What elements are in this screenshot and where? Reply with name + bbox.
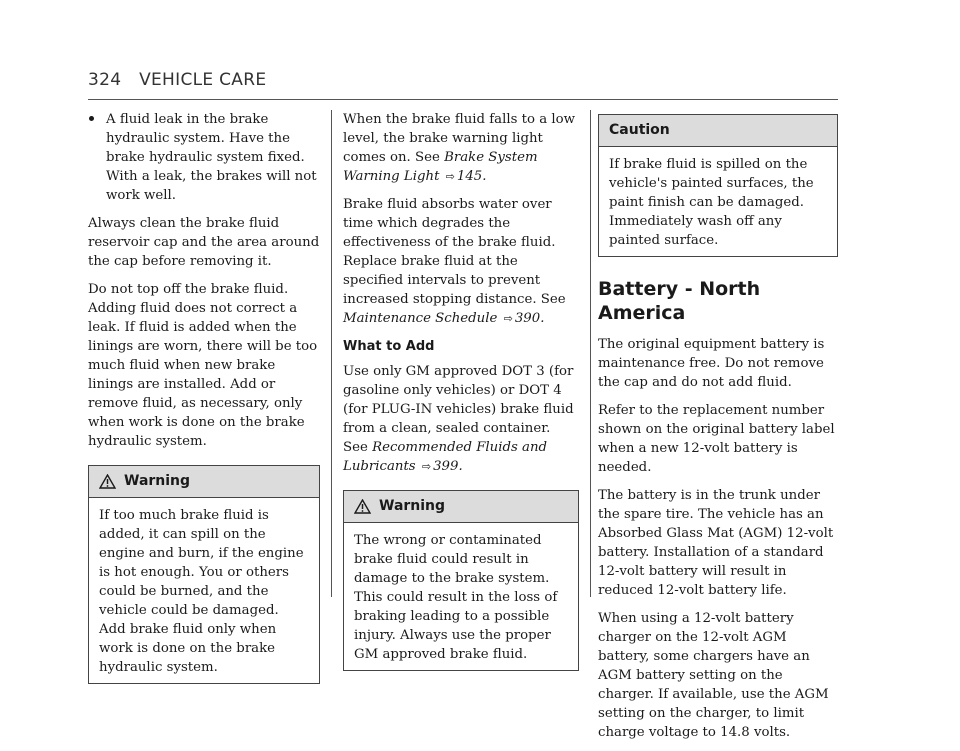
paragraph: The battery is in the trunk under the spare tire. The vehicle has an Absorbed Glass Mat (AGM) 12-volt battery. Installation of a standard 12-volt battery will result in reduced 12-volt battery life.	[598, 488, 834, 598]
warning-box	[88, 465, 320, 684]
paragraph: Always clean the brake fluid reservoir cap and the area around the cap before removing it.	[88, 216, 320, 269]
warning-triangle-icon	[354, 499, 371, 514]
page-header	[88, 70, 266, 90]
page-reference[interactable]: 145.	[456, 169, 487, 184]
paragraph: The original equipment battery is maintenance free. Do not remove the cap and do not add fluid.	[598, 337, 825, 390]
bullet-icon	[89, 116, 94, 121]
section-title: Battery - North America	[598, 278, 761, 324]
paragraph	[343, 362, 579, 476]
page-number: 324	[88, 70, 122, 90]
page-reference[interactable]: 390.	[514, 311, 545, 326]
warning-title: Warning	[124, 473, 191, 489]
paragraph-text: When the brake fluid falls to a low level, the brake warning light comes on. See	[343, 112, 576, 165]
section-name: VEHICLE CARE	[139, 70, 267, 90]
bullet-item	[88, 110, 320, 205]
paragraph: When using a 12-volt battery charger on the 12-volt AGM battery, some chargers have an AGM battery setting on the charger. If available, use the AGM setting on the charger, to limit charge voltage to 14.8 volts.	[598, 611, 829, 740]
paragraph	[343, 195, 579, 328]
cross-reference-link[interactable]: Maintenance Schedule	[343, 311, 498, 326]
warning-text: The wrong or contaminated brake fluid could result in damage to the brake system. This could result in the loss of braking leading to a possible injury. Always use the proper GM approved brake fluid.	[354, 533, 558, 662]
bullet-text: A fluid leak in the brake hydraulic system. Have the brake hydraulic system fixed. With a leak, the brakes will not work well.	[106, 112, 317, 203]
warning-box	[343, 490, 579, 671]
paragraph: Refer to the replacement number shown on the original battery label when a new 12-volt battery is needed.	[598, 403, 835, 475]
warning-box-header	[89, 466, 319, 498]
cross-reference-link[interactable]: Recommended Fluids and Lubricants	[343, 440, 548, 474]
paragraph: Do not top off the brake fluid. Adding fluid does not correct a leak. If fluid is added when the linings are worn, there will be too much fluid when new brake linings are installed. Add or remove fluid, as necessary, only when work is done on the brake hydraulic system.	[88, 282, 318, 449]
paragraph-text: Brake fluid absorbs water over time which degrades the effectiveness of the brake fluid. Replace brake fluid at the specified intervals to prevent increased stopping distance. See	[343, 197, 566, 307]
warning-box-body	[344, 523, 578, 670]
caution-box-header	[599, 115, 837, 147]
column-divider-2	[590, 110, 591, 597]
column-3	[598, 110, 838, 751]
page-reference[interactable]: 399.	[433, 459, 463, 474]
caution-title: Caution	[609, 122, 670, 138]
subheading: What to Add	[343, 339, 435, 354]
page-reference-arrow-icon: ⇨	[445, 170, 455, 183]
column-2	[343, 110, 579, 671]
warning-text: If too much brake fluid is added, it can spill on the engine and burn, if the engine is hot enough. You or others could be burned, and the vehicle could be damaged. Add brake fluid only when work is done on the brake hydraulic system.	[99, 508, 304, 675]
cross-reference-link[interactable]: Brake System Warning Light	[343, 150, 538, 184]
column-1	[88, 110, 320, 684]
paragraph-text: Use only GM approved DOT 3 (for gasoline only vehicles) or DOT 4 (for PLUG-IN vehicles) brake fluid from a clean, sealed container. See	[343, 364, 574, 455]
page-reference-arrow-icon: ⇨	[503, 312, 513, 325]
caution-box-body	[599, 147, 837, 256]
warning-box-body	[89, 498, 319, 683]
caution-text: If brake fluid is spilled on the vehicle's painted surfaces, the paint finish can be damaged. Immediately wash off any painted surface.	[609, 157, 814, 248]
warning-box-header	[344, 491, 578, 523]
warning-title: Warning	[379, 498, 446, 514]
page-reference-arrow-icon: ⇨	[421, 460, 432, 473]
column-divider-1	[331, 110, 332, 597]
paragraph	[343, 110, 579, 186]
caution-box	[598, 114, 838, 257]
warning-triangle-icon	[99, 474, 116, 489]
header-rule	[88, 99, 838, 100]
